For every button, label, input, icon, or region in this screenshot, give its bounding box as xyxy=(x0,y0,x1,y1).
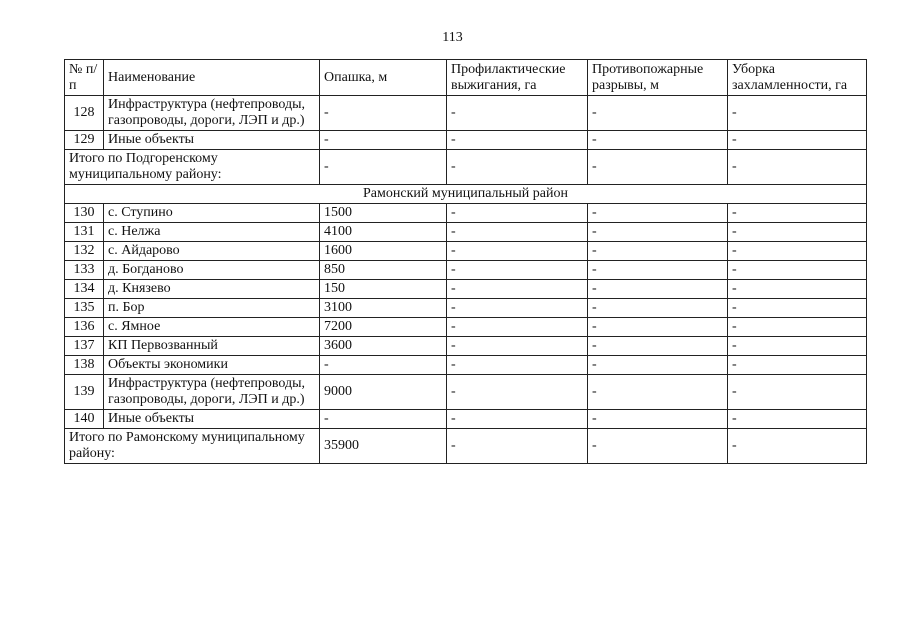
cell-firebreak: - xyxy=(588,356,728,375)
cell-name: с. Ступино xyxy=(104,204,320,223)
cell-firebreak: - xyxy=(588,299,728,318)
cell-burn: - xyxy=(447,261,588,280)
cell-burn: - xyxy=(447,96,588,131)
header-num: № п/п xyxy=(65,60,104,96)
cell-cleanup: - xyxy=(728,131,867,150)
cell-firebreak: - xyxy=(588,204,728,223)
data-table xyxy=(64,59,867,464)
table-row xyxy=(65,410,867,429)
cell-name: Иные объекты xyxy=(104,410,320,429)
cell-cleanup: - xyxy=(728,204,867,223)
table-row xyxy=(65,280,867,299)
cell-name: с. Нелжа xyxy=(104,223,320,242)
cell-plow: 850 xyxy=(320,261,447,280)
cell-firebreak: - xyxy=(588,318,728,337)
cell-num: 139 xyxy=(65,375,104,410)
table-row xyxy=(65,131,867,150)
table-body xyxy=(65,96,867,464)
cell-num: 129 xyxy=(65,131,104,150)
table-row xyxy=(65,356,867,375)
cell-num: 134 xyxy=(65,280,104,299)
cell-plow: - xyxy=(320,131,447,150)
cell-name: Инфраструктура (нефтепроводы, газопроводы, дороги, ЛЭП и др.) xyxy=(104,375,320,410)
cell-name: КП Первозванный xyxy=(104,337,320,356)
cell-num: 131 xyxy=(65,223,104,242)
cell-plow: 9000 xyxy=(320,375,447,410)
cell-name: п. Бор xyxy=(104,299,320,318)
cell-plow: 1600 xyxy=(320,242,447,261)
cell-burn: - xyxy=(447,280,588,299)
cell-name: с. Ямное xyxy=(104,318,320,337)
table-header xyxy=(65,60,867,96)
total-label: Итого по Подгоренскому муниципальному району: xyxy=(65,150,320,185)
table-row xyxy=(65,96,867,131)
total-plow: - xyxy=(320,150,447,185)
cell-cleanup: - xyxy=(728,280,867,299)
cell-cleanup: - xyxy=(728,242,867,261)
cell-burn: - xyxy=(447,318,588,337)
cell-firebreak: - xyxy=(588,280,728,299)
cell-plow: 7200 xyxy=(320,318,447,337)
header-row xyxy=(65,60,867,96)
total-burn: - xyxy=(447,150,588,185)
cell-burn: - xyxy=(447,242,588,261)
cell-cleanup: - xyxy=(728,410,867,429)
cell-firebreak: - xyxy=(588,375,728,410)
page-number: 113 xyxy=(442,30,463,45)
cell-firebreak: - xyxy=(588,242,728,261)
total-firebreak: - xyxy=(588,429,728,464)
cell-plow: 1500 xyxy=(320,204,447,223)
cell-num: 135 xyxy=(65,299,104,318)
cell-num: 130 xyxy=(65,204,104,223)
cell-cleanup: - xyxy=(728,223,867,242)
cell-name: Иные объекты xyxy=(104,131,320,150)
header-firebreak: Противопожарные разрывы, м xyxy=(588,60,728,96)
total-cleanup: - xyxy=(728,150,867,185)
cell-num: 133 xyxy=(65,261,104,280)
cell-burn: - xyxy=(447,204,588,223)
total-row xyxy=(65,429,867,464)
cell-num: 132 xyxy=(65,242,104,261)
total-plow: 35900 xyxy=(320,429,447,464)
cell-cleanup: - xyxy=(728,318,867,337)
header-plow: Опашка, м xyxy=(320,60,447,96)
cell-plow: - xyxy=(320,96,447,131)
table-row xyxy=(65,204,867,223)
cell-burn: - xyxy=(447,410,588,429)
table-row xyxy=(65,299,867,318)
cell-num: 137 xyxy=(65,337,104,356)
cell-name: Объекты экономики xyxy=(104,356,320,375)
header-burn: Профилактические выжигания, га xyxy=(447,60,588,96)
cell-firebreak: - xyxy=(588,223,728,242)
table-row xyxy=(65,318,867,337)
cell-firebreak: - xyxy=(588,96,728,131)
cell-burn: - xyxy=(447,223,588,242)
cell-plow: - xyxy=(320,356,447,375)
cell-num: 140 xyxy=(65,410,104,429)
cell-cleanup: - xyxy=(728,96,867,131)
cell-cleanup: - xyxy=(728,337,867,356)
table-row xyxy=(65,223,867,242)
total-row xyxy=(65,150,867,185)
cell-name: с. Айдарово xyxy=(104,242,320,261)
cell-firebreak: - xyxy=(588,261,728,280)
cell-name: д. Князево xyxy=(104,280,320,299)
cell-cleanup: - xyxy=(728,261,867,280)
cell-name: Инфраструктура (нефтепроводы, газопроводы, дороги, ЛЭП и др.) xyxy=(104,96,320,131)
cell-plow: 4100 xyxy=(320,223,447,242)
cell-burn: - xyxy=(447,375,588,410)
cell-num: 128 xyxy=(65,96,104,131)
cell-plow: 3600 xyxy=(320,337,447,356)
cell-burn: - xyxy=(447,356,588,375)
cell-burn: - xyxy=(447,299,588,318)
cell-cleanup: - xyxy=(728,356,867,375)
cell-firebreak: - xyxy=(588,337,728,356)
cell-name: д. Богданово xyxy=(104,261,320,280)
table-row xyxy=(65,375,867,410)
cell-cleanup: - xyxy=(728,299,867,318)
cell-firebreak: - xyxy=(588,410,728,429)
cell-plow: - xyxy=(320,410,447,429)
total-firebreak: - xyxy=(588,150,728,185)
cell-plow: 150 xyxy=(320,280,447,299)
cell-burn: - xyxy=(447,131,588,150)
cell-cleanup: - xyxy=(728,375,867,410)
section-title: Рамонский муниципальный район xyxy=(65,185,867,204)
table-row xyxy=(65,337,867,356)
cell-plow: 3100 xyxy=(320,299,447,318)
total-burn: - xyxy=(447,429,588,464)
total-label: Итого по Рамонскому муниципальному району: xyxy=(65,429,320,464)
cell-num: 136 xyxy=(65,318,104,337)
cell-num: 138 xyxy=(65,356,104,375)
table-row xyxy=(65,242,867,261)
cell-firebreak: - xyxy=(588,131,728,150)
table-row xyxy=(65,261,867,280)
header-name: Наименование xyxy=(104,60,320,96)
cell-burn: - xyxy=(447,337,588,356)
header-cleanup: Уборка захламленности, га xyxy=(728,60,867,96)
section-row xyxy=(65,185,867,204)
total-cleanup: - xyxy=(728,429,867,464)
